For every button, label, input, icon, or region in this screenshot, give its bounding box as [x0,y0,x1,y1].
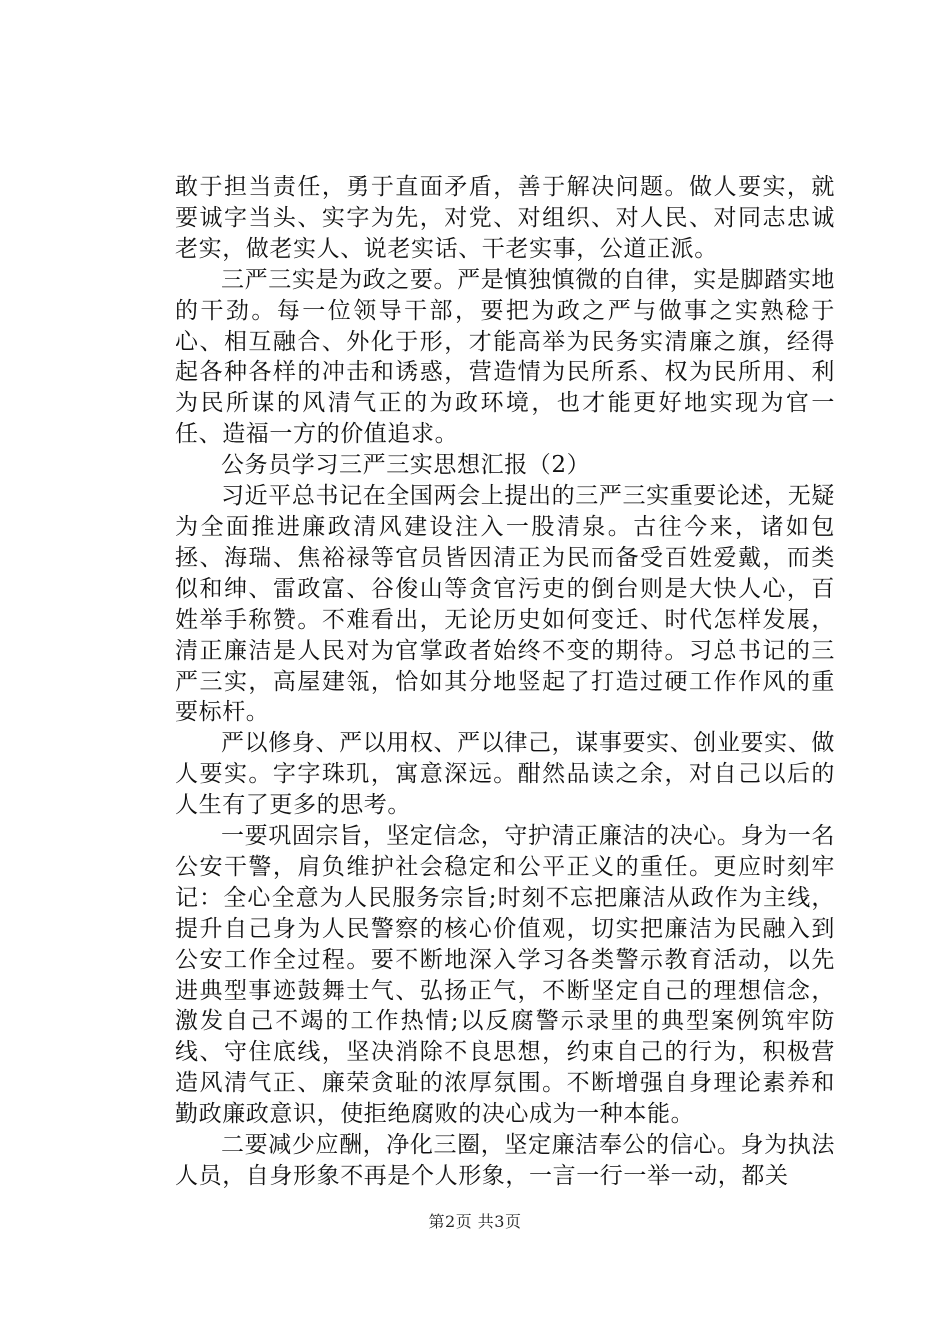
document-body [175,172,835,1192]
section-heading: 公务员学习三严三实思想汇报（2） [221,452,591,479]
paragraph: 三严三实是为政之要。严是慎独慎微的自律，实是脚踏实地的干劲。每一位领导干部，要把为政之严与做事之实熟稔于心、相互融合、外化于形，才能高举为民务实清廉之旗，经得起各种各样的冲击和诱惑，营造情为民所系、权为民所用、利为民所谋的风清气正的为政环境，也才能更好地实现为官一任、造福一方的价值追求。 [175,266,835,448]
page-number-footer: 第2页 共3页 [428,1212,522,1231]
paragraph: 严以修身、严以用权、严以律己，谋事要实、创业要实、做人要实。字字珠玑，寓意深远。酣然品读之余，对自己以后的人生有了更多的思考。 [175,730,835,819]
paragraph: 二要减少应酬，净化三圈，坚定廉洁奉公的信心。身为执法人员，自身形象不再是个人形象，一言一行一举一动，都关 [175,1132,835,1189]
paragraph: 一要巩固宗旨，坚定信念，守护清正廉洁的决心。身为一名公安干警，肩负维护社会稳定和公平正义的重任。更应时刻牢记：全心全意为人民服务宗旨;时刻不忘把廉洁从政作为主线，提升自己身为人民警察的核心价值观，切实把廉洁为民融入到公安工作全过程。要不断地深入学习各类警示教育活动，以先进典型事迹鼓舞士气、弘扬正气，不断坚定自己的理想信念，激发自己不竭的工作热情;以反腐警示录里的典型案例筑牢防线、守住底线，坚决消除不良思想，约束自己的行为，积极营造风清气正、廉荣贪耻的浓厚氛围。不断增强自身理论素养和勤政廉政意识，使拒绝腐败的决心成为一种本能。 [175,823,835,1128]
paragraph-continuation: 敢于担当责任，勇于直面矛盾，善于解决问题。做人要实，就要诚字当头、实字为先，对党、对组织、对人民、对同志忠诚老实，做老实人、说老实话、干老实事，公道正派。 [175,174,835,262]
paragraph: 习近平总书记在全国两会上提出的三严三实重要论述，无疑为全面推进廉政清风建设注入一股清泉。古往今来，诸如包拯、海瑞、焦裕禄等官员皆因清正为民而备受百姓爱戴，而类似和绅、雷政富、谷俊山等贪官污吏的倒台则是大快人心，百姓举手称赞。不难看出，无论历史如何变迁、时代怎样发展，清正廉洁是人民对为官掌政者始终不变的期待。习总书记的三严三实，高屋建瓴，恰如其分地竖起了打造过硬工作作风的重要标杆。 [175,483,835,726]
